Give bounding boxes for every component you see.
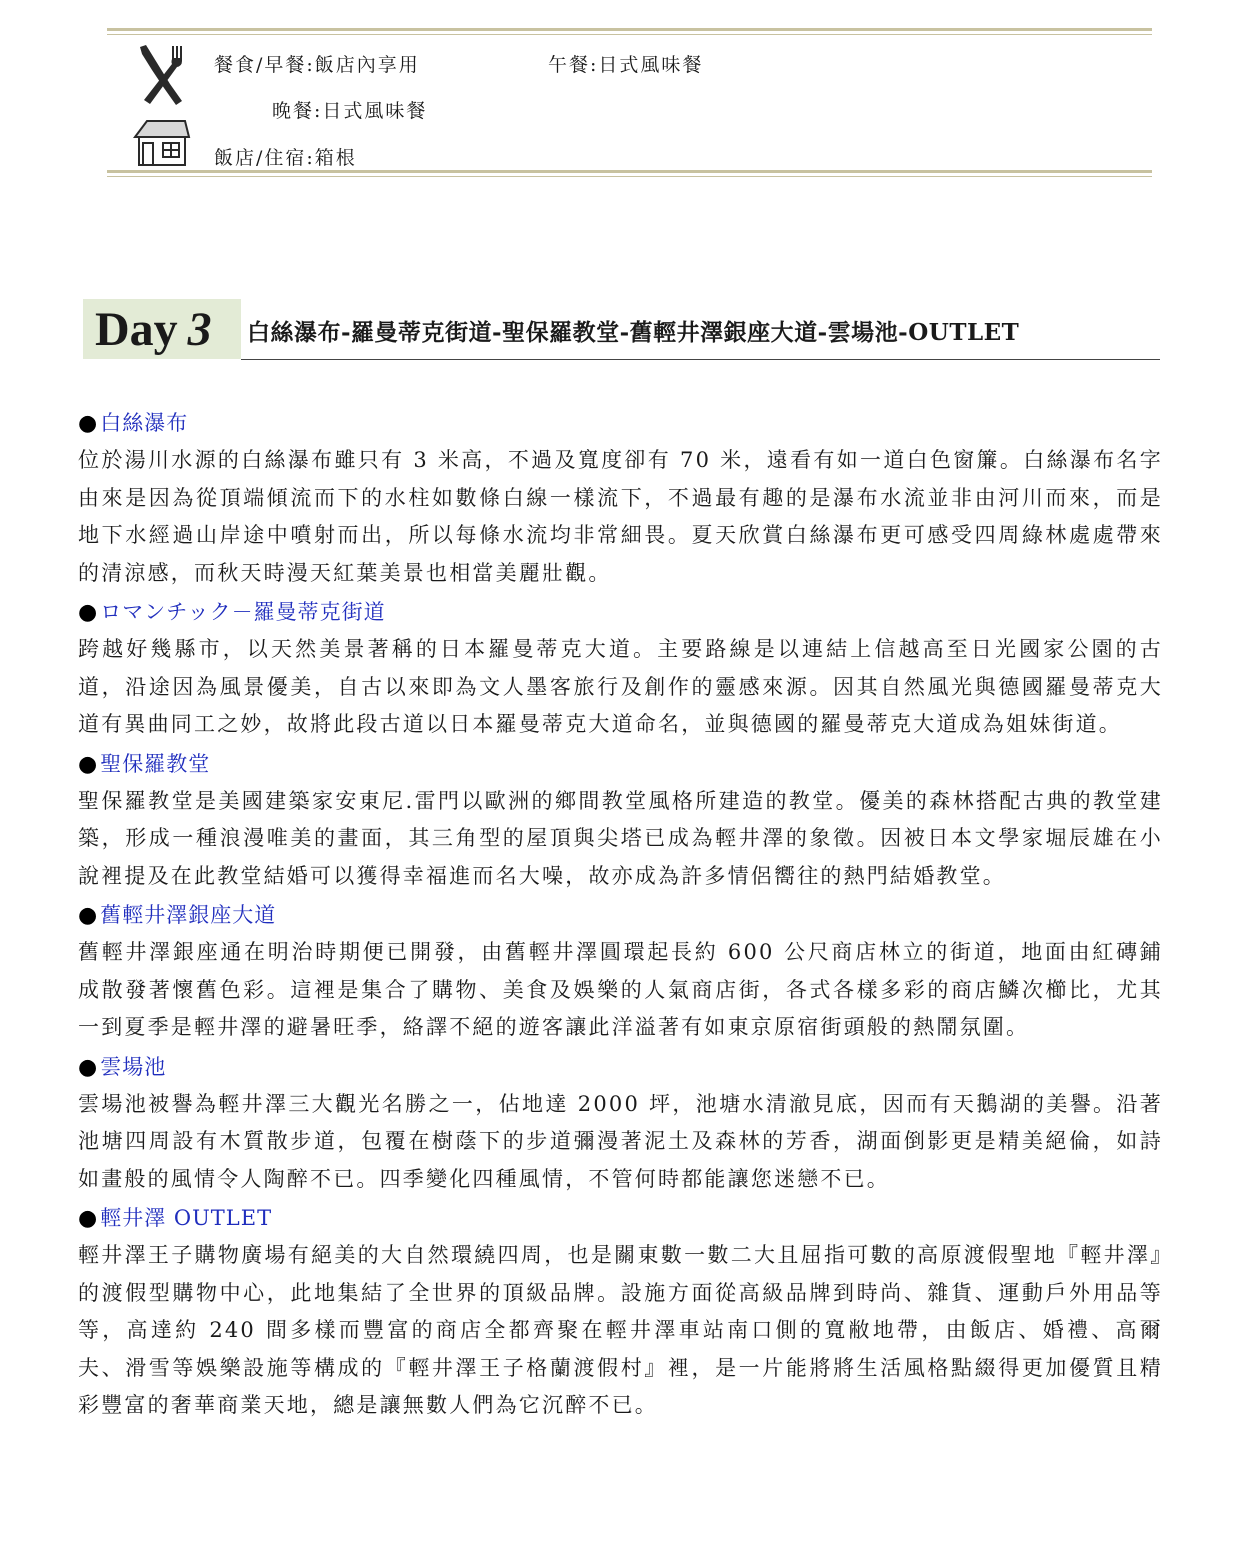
bullet-icon: ● <box>78 600 99 625</box>
section-heading <box>78 896 1163 934</box>
section-st-paul-church <box>78 745 1163 896</box>
section-title: ロマンチック－羅曼蒂克街道 <box>100 600 386 624</box>
day-word: Day <box>95 303 178 356</box>
bullet-icon: ● <box>78 751 99 777</box>
section-body: 位於湯川水源的白絲瀑布雖只有 3 米高，不過及寬度卻有 70 米，遠看有如一道白色窗簾。白絲瀑布名字由來是因為從頂端傾流而下的水柱如數條白線一樣流下，不過最有趣的是瀑布水流並非由河川而來，而是地下水經過山岸途中噴射而出，所以每條水流均非常細畏。夏天欣賞白絲瀑布更可感受四周綠林處處帶來的清涼感，而秋天時漫天紅葉美景也相當美麗壯觀。 <box>78 448 1163 585</box>
bullet-icon: ● <box>78 1054 99 1080</box>
day-badge <box>83 299 241 359</box>
section-title: 白絲瀑布 <box>100 411 189 435</box>
house-icon <box>133 117 191 167</box>
section-body: 雲場池被譽為輕井澤三大觀光名勝之一，佔地達 2000 坪，池塘水清澈見底，因而有天鵝湖的美譽。沿著池塘四周設有木質散步道，包覆在樹蔭下的步道彌漫著泥土及森林的芳香，湖面倒影更是精美絕倫，如詩如畫般的風情令人陶醉不已。四季變化四種風情，不管何時都能讓您迷戀不已。 <box>78 1091 1163 1191</box>
section-title: 舊輕井澤銀座大道 <box>100 903 277 927</box>
bullet-icon: ● <box>78 411 99 436</box>
hotel-label: 飯店/住宿:箱根 <box>214 147 357 169</box>
section-body: 聖保羅教堂是美國建築家安東尼.雷門以歐洲的鄉間教堂風格所建造的教堂。優美的森林搭配古典的教堂建築，形成一種浪漫唯美的畫面，其三角型的屋頂與尖塔已成為輕井澤的象徵。因被日本文學家堀辰雄在小說裡提及在此教堂結婚可以獲得幸福進而名大噪，故亦成為許多情侶嚮往的熱門結婚教堂。 <box>78 788 1163 888</box>
meal-lunch-label: 午餐:日式風味餐 <box>548 54 704 76</box>
section-old-karuizawa-ginza <box>78 896 1163 1047</box>
section-title: 雲場池 <box>100 1054 167 1079</box>
section-title: 聖保羅教堂 <box>100 751 211 776</box>
section-body: 跨越好幾縣市，以天然美景著稱的日本羅曼蒂克大道。主要路線是以連結上信越高至日光國家公園的古道，沿途因為風景優美，自古以來即為文人墨客旅行及創作的靈感來源。因其自然風光與德國羅曼蒂克大道有異曲同工之妙，故將此段古道以日本羅曼蒂克大道命名，並與德國的羅曼蒂克大道成為姐妹街道。 <box>78 637 1163 736</box>
section-body: 輕井澤王子購物廣場有絕美的大自然環繞四周，也是關東數一數二大且屈指可數的高原渡假聖地『輕井澤』的渡假型購物中心，此地集結了全世界的頂級品牌。設施方面從高級品牌到時尚、雜貨、運動戶外用品等等，高達約 240 間多樣而豐富的商店全都齊聚在輕井澤車站南口側的寬敝地帶，由飯店、婚禮、高爾夫、滑雪等娛樂設施等構成的『輕井澤王子格蘭渡假村』裡，是一片能將將生活風格點綴得更加優質且精彩豐富的奢華商業天地，總是讓無數人們為它沉醉不已。 <box>78 1243 1163 1417</box>
day-route-title: 白絲瀑布-羅曼蒂克街道-聖保羅教堂-舊輕井澤銀座大道-雲場池-OUTLET <box>247 319 1020 346</box>
section-body: 舊輕井澤銀座通在明治時期便已開發，由舊輕井澤圓環起長約 600 公尺商店林立的街道，地面由紅磚鋪成散發著懷舊色彩。這裡是集合了購物、美食及娛樂的人氣商店街，各式各樣多彩的商店鱗次櫛比，尤其一到夏季是輕井澤的避暑旺季，絡譯不絕的遊客讓此洋溢著有如東京原宿街頭般的熱鬧氛圍。 <box>78 940 1163 1039</box>
section-shiraito-falls <box>78 404 1163 592</box>
section-kumoba-pond <box>78 1048 1163 1199</box>
bullet-icon: ● <box>78 903 99 928</box>
day-title-underline <box>241 359 1160 360</box>
day-number: 3 <box>187 303 212 356</box>
meal-breakfast-label: 餐食/早餐:飯店內享用 <box>214 54 420 76</box>
section-heading <box>78 404 1163 442</box>
header-bottom-rule <box>107 170 1152 177</box>
section-heading <box>78 745 1163 783</box>
section-heading <box>78 1048 1163 1086</box>
bullet-icon: ● <box>78 1206 99 1231</box>
meal-dinner-label: 晚餐:日式風味餐 <box>272 100 428 122</box>
header-top-rule <box>107 28 1152 35</box>
section-romantic-road <box>78 593 1163 744</box>
section-heading <box>78 593 1163 631</box>
section-karuizawa-outlet <box>78 1199 1163 1425</box>
section-title: 輕井澤 OUTLET <box>100 1206 273 1230</box>
fork-knife-icon <box>136 44 192 106</box>
itinerary-content <box>78 404 1163 1426</box>
section-heading <box>78 1199 1163 1237</box>
